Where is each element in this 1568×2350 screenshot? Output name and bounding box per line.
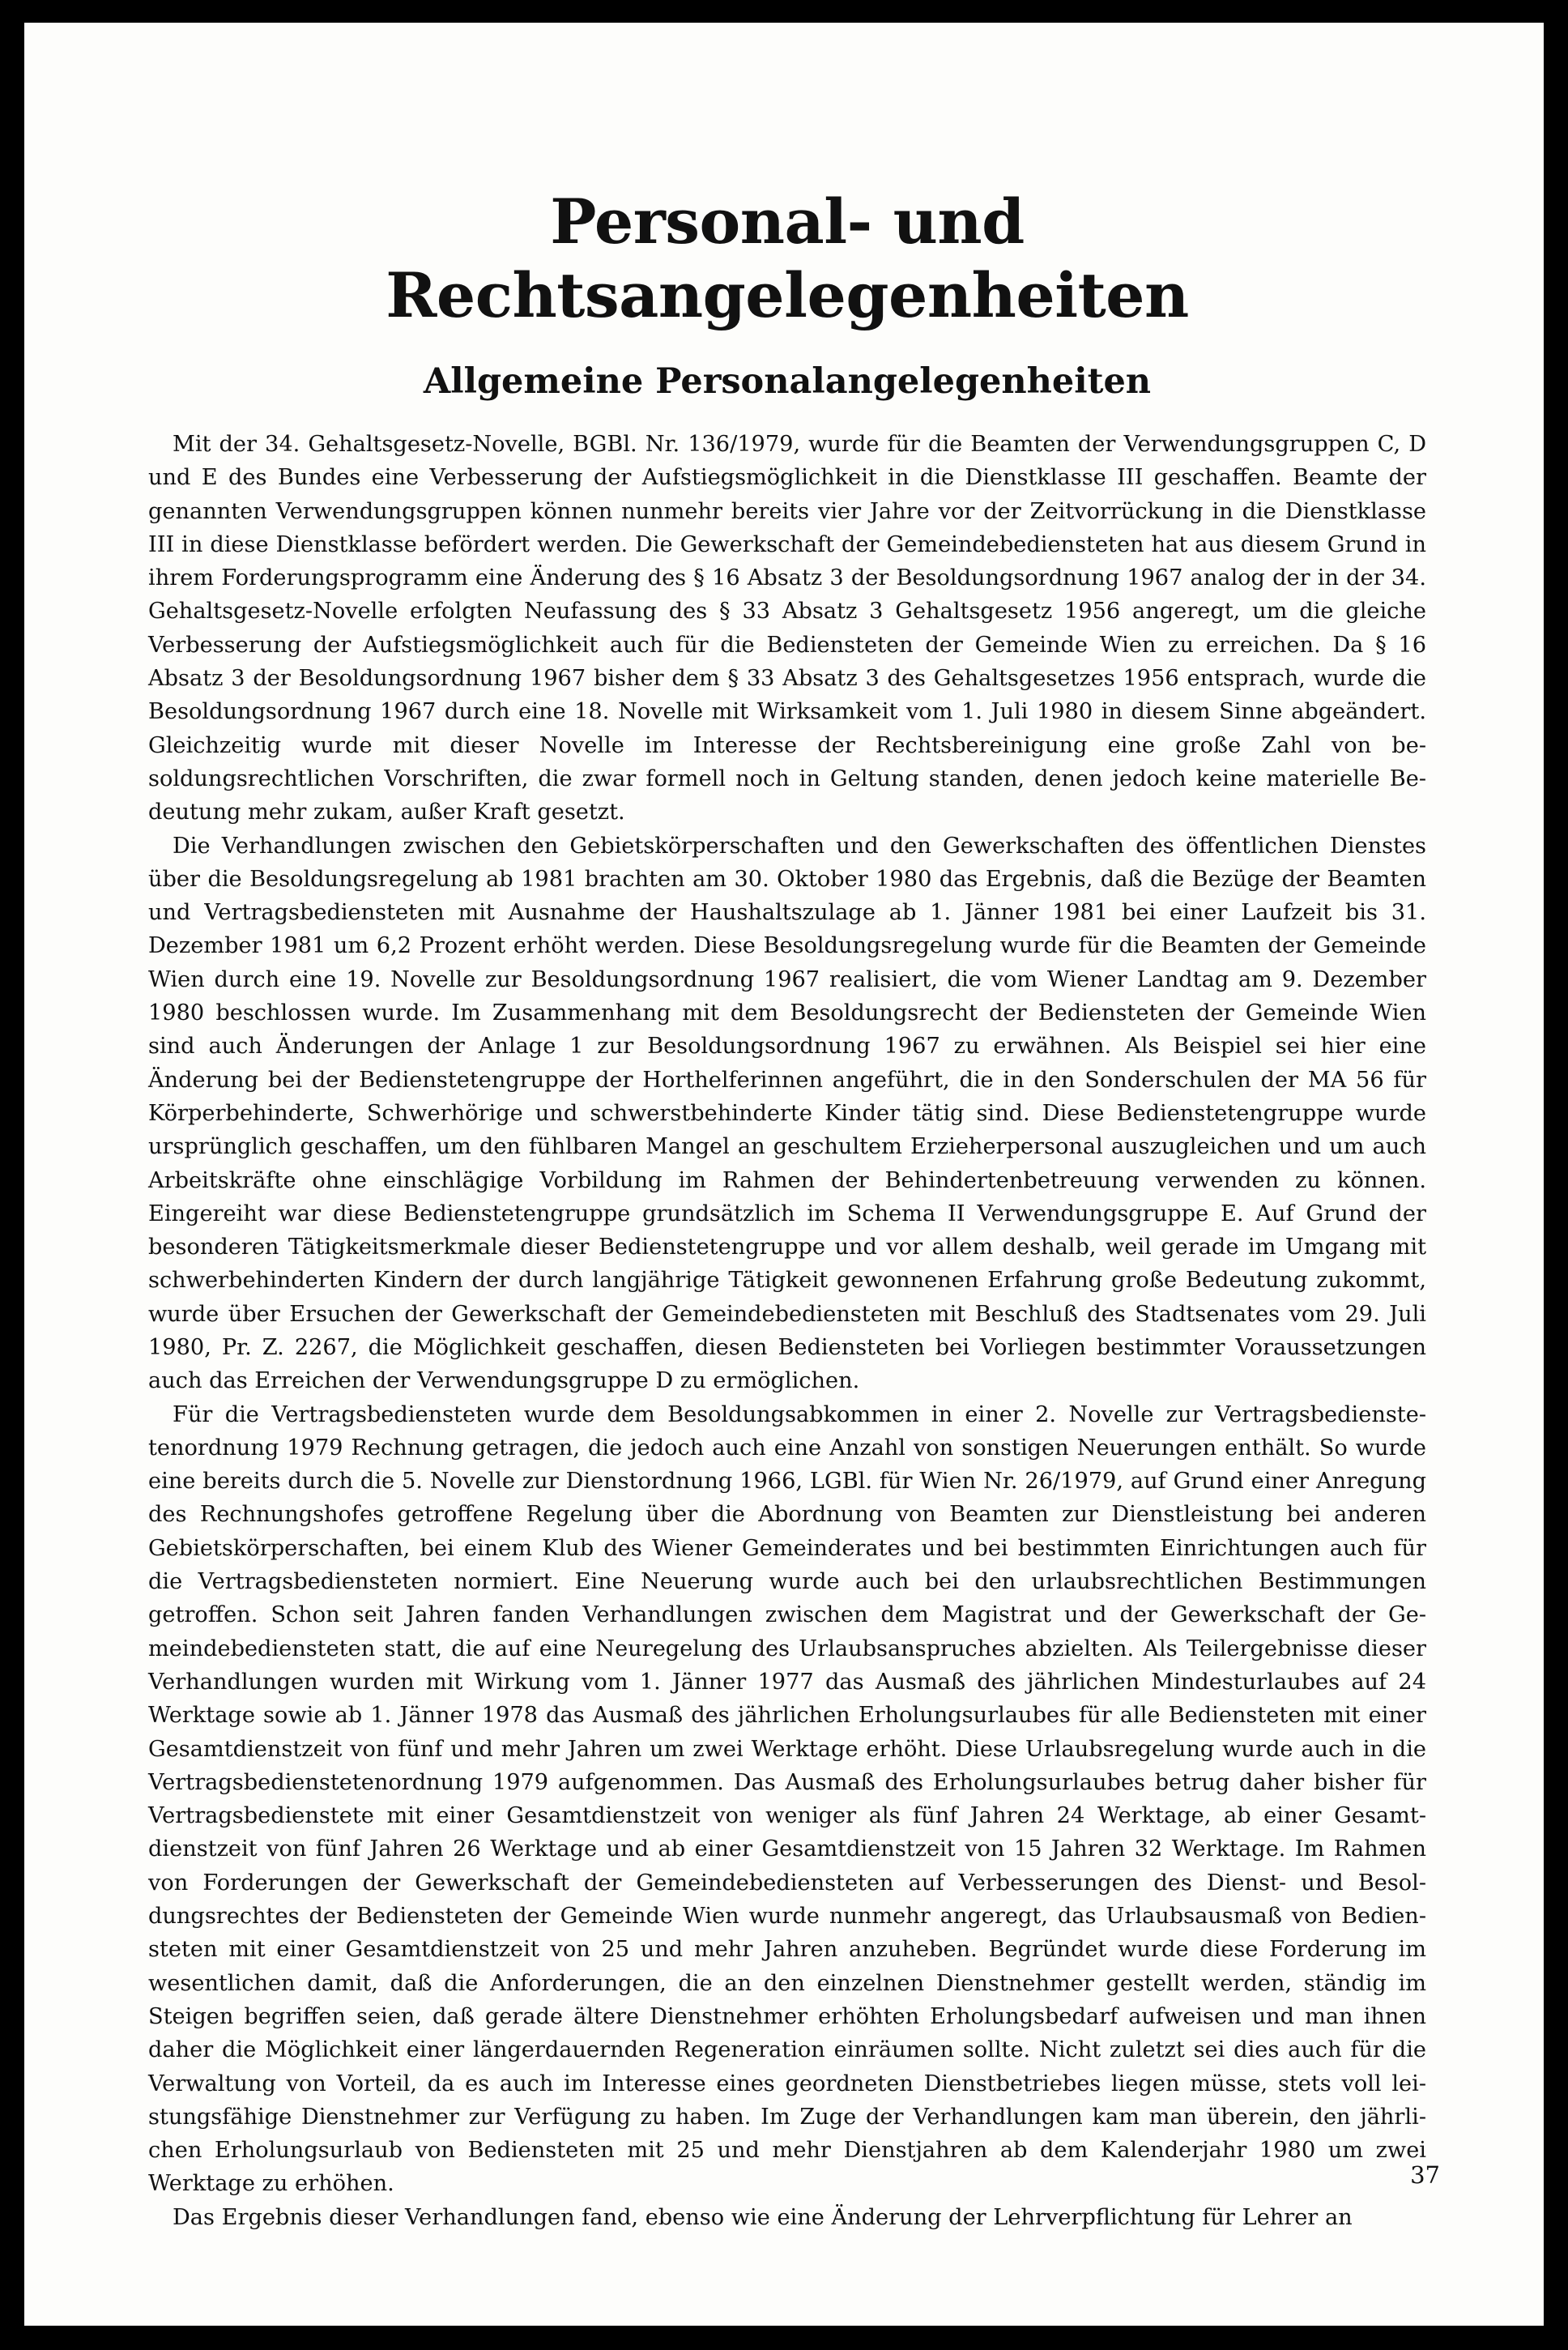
page-number: 37	[1410, 2161, 1440, 2189]
page-title: Personal- und Rechtsangelegenheiten	[386, 186, 1189, 332]
body-paragraph: Mit der 34. Gehaltsgesetz-Novelle, BGBl. Nr. 136/1979, wurde für die Beamten der Verwendungsgruppen C, D und E des Bundes eine Verbesserung der Aufstiegsmöglichkeit in die Dienstklasse III geschaffen. Beamte der genannten Verwendungsgruppen können nunmehr bereits vier Jahre vor der Zeitvorrückung in die Dienstklasse III in diese Dienstklasse befördert werden. Die Gewerkschaft der Gemeindebediensteten hat aus diesem Grund in ihrem Forderungsprogramm eine Änderung des § 16 Absatz 3 der Besoldungsordnung 1967 analog der in der 34. Gehaltsgesetz-Novelle erfolgten Neufassung des § 33 Absatz 3 Gehaltsgesetz 1956 angeregt, um die gleiche Verbesserung der Aufstiegsmöglichkeit auch für die Bediensteten der Gemeinde Wien zu erreichen. Da § 16 Absatz 3 der Besoldungsordnung 1967 bisher dem § 33 Absatz 3 des Gehaltsgesetzes 1956 entsprach, wurde die Besoldungsordnung 1967 durch eine 18. Novelle mit Wirksamkeit vom 1. Juli 1980 in diesem Sinne abgeändert. Gleichzeitig wurde mit dieser Novelle im Interesse der Rechtsbereinigung eine große Zahl von besoldungsrechtlichen Vorschriften, die zwar formell noch in Geltung standen, denen jedoch keine materielle Bedeutung mehr zukam, außer Kraft gesetzt.	[148, 431, 1426, 825]
document-page	[24, 23, 1544, 2326]
body-paragraph: Für die Vertragsbediensteten wurde dem Besoldungsabkommen in einer 2. Novelle zur Vertragsbedienstetenordnung 1979 Rechnung getragen, die jedoch auch eine Anzahl von sonstigen Neuerungen enthält. So wurde eine bereits durch die 5. Novelle zur Dienstordnung 1966, LGBl. für Wien Nr. 26/1979, auf Grund einer Anregung des Rechnungshofes getroffene Regelung über die Abordnung von Beamten zur Dienstleistung bei anderen Gebietskörperschaften, bei einem Klub des Wiener Gemeinderates und bei bestimmten Einrichtungen auch für die Vertragsbediensteten normiert. Eine Neuerung wurde auch bei den urlaubsrechtlichen Bestimmungen getroffen. Schon seit Jahren fanden Verhandlungen zwischen dem Magistrat und der Gewerkschaft der Gemeindebediensteten statt, die auf eine Neuregelung des Urlaubsanspruches abzielten. Als Teilergebnisse dieser Verhandlungen wurden mit Wirkung vom 1. Jänner 1977 das Ausmaß des jährlichen Mindesturlaubes auf 24 Werktage sowie ab 1. Jänner 1978 das Ausmaß des jährlichen Erholungsurlaubes für alle Bediensteten mit einer Gesamtdienstzeit von fünf und mehr Jahren um zwei Werktage erhöht. Diese Urlaubsregelung wurde auch in die Vertragsbedienstetenordnung 1979 aufgenommen. Das Ausmaß des Erholungsurlaubes betrug daher bisher für Vertragsbedienstete mit einer Gesamtdienstzeit von weniger als fünf Jahren 24 Werktage, ab einer Gesamtdienstzeit von fünf Jahren 26 Werktage und ab einer Gesamtdienstzeit von 15 Jahren 32 Werktage. Im Rahmen von Forderungen der Gewerkschaft der Gemeindebediensteten auf Verbesserungen des Dienst- und Besoldungsrechtes der Bediensteten der Gemeinde Wien wurde nunmehr angeregt, das Urlaubsausmaß von Bediensteten mit einer Gesamtdienstzeit von 25 und mehr Jahren anzuheben. Begründet wurde diese Forderung im wesentlichen damit, daß die Anforderungen, die an den einzelnen Dienstnehmer gestellt werden, ständig im Steigen begriffen seien, daß gerade ältere Dienstnehmer erhöhten Erholungsbedarf aufweisen und man ihnen daher die Möglichkeit einer längerdauernden Regeneration einräumen sollte. Nicht zuletzt sei dies auch für die Verwaltung von Vorteil, da es auch im Interesse eines geordneten Dienstbetriebes liegen müsse, stets voll leistungsfähige Dienstnehmer zur Verfügung zu haben. Im Zuge der Verhandlungen kam man überein, den jährlichen Erholungsurlaub von Bediensteten mit 25 und mehr Dienstjahren ab dem Kalenderjahr 1980 um zwei Werktage zu erhöhen.	[148, 1401, 1426, 2197]
section-subtitle: Allgemeine Personalangelegenheiten	[423, 361, 1152, 403]
page-content	[148, 185, 1426, 2234]
body-paragraph: Die Verhandlungen zwischen den Gebietskörperschaften und den Gewerkschaften des öffentlichen Dienstes über die Besoldungsregelung ab 1981 brachten am 30. Oktober 1980 das Ergebnis, daß die Bezüge der Beamten und Vertragsbediensteten mit Ausnahme der Haushaltszulage ab 1. Jänner 1981 bei einer Laufzeit bis 31. Dezember 1981 um 6,2 Prozent erhöht werden. Diese Besoldungsregelung wurde für die Beamten der Gemeinde Wien durch eine 19. Novelle zur Besoldungsordnung 1967 realisiert, die vom Wiener Landtag am 9. Dezember 1980 beschlossen wurde. Im Zusammenhang mit dem Besoldungsrecht der Bediensteten der Gemeinde Wien sind auch Änderungen der Anlage 1 zur Besoldungsordnung 1967 zu erwähnen. Als Beispiel sei hier eine Änderung bei der Bedienstetengruppe der Horthelferinnen angeführt, die in den Sonderschulen der MA 56 für Körperbehinderte, Schwerhörige und schwerstbehinderte Kinder tätig sind. Diese Bedienstetengruppe wurde ursprünglich geschaffen, um den fühlbaren Mangel an geschultem Erzieherpersonal auszugleichen und um auch Arbeitskräfte ohne einschlägige Vorbildung im Rahmen der Behindertenbetreuung verwenden zu können. Eingereiht war diese Bedienstetengruppe grundsätzlich im Schema II Verwendungsgruppe E. Auf Grund der besonderen Tätigkeitsmerkmale dieser Bedienstetengruppe und vor allem deshalb, weil gerade im Umgang mit schwerbehinderten Kindern der durch langjährige Tätigkeit gewonnenen Erfahrung große Bedeutung zukommt, wurde über Ersuchen der Gewerkschaft der Gemeindebediensteten mit Beschluß des Stadtsenates vom 29. Juli 1980, Pr. Z. 2267, die Möglichkeit geschaffen, diesen Bediensteten bei Vorliegen bestimmter Voraussetzungen auch das Erreichen der Verwendungsgruppe D zu ermöglichen.	[148, 833, 1426, 1394]
body-paragraph: Das Ergebnis dieser Verhandlungen fand, ebenso wie eine Änderung der Lehrverpflichtung für Lehrer an	[173, 2204, 1353, 2230]
